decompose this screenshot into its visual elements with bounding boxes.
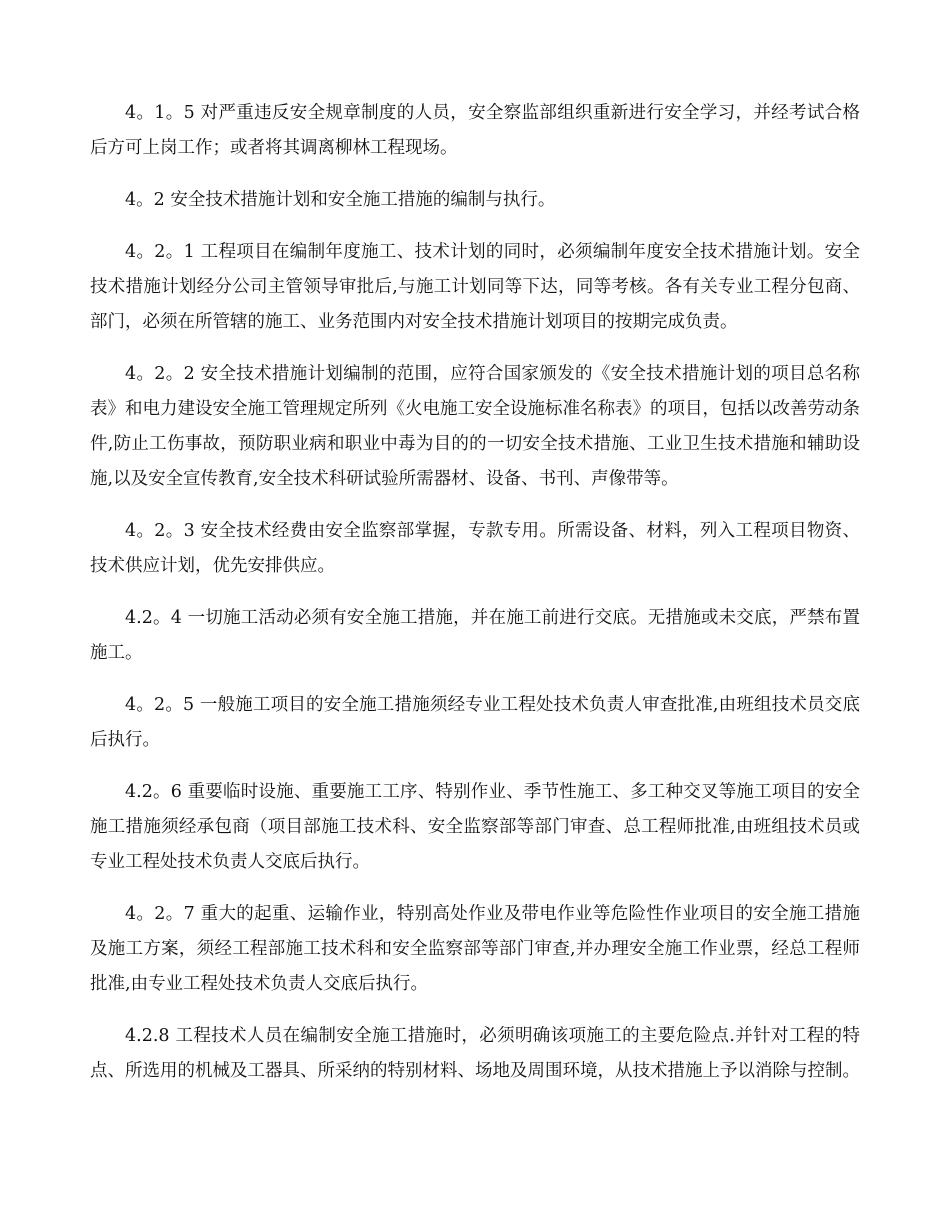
paragraph-4-2-6: 4.2。6 重要临时设施、重要施工工序、特别作业、季节性施工、多工种交叉等施工项目的安全施工措施须经承包商（项目部施工技术科、安全监察部等部门审查、总工程师批准,由班组技术员或专业工程处技术负责人交底后执行。 — [90, 782, 860, 872]
paragraph-4-2-2: 4。2。2 安全技术措施计划编制的范围，应符合国家颁发的《安全技术措施计划的项目总名称表》和电力建设安全施工管理规定所列《火电施工安全设施标准名称表》的项目，包括以改善劳动条件,防止工伤事故，预防职业病和职业中毒为目的的一切安全技术措施、工业卫生技术措施和辅助设施,以及安全宣传教育,安全技术科研试验所需器材、设备、书刊、声像带等。 — [90, 364, 860, 489]
paragraph-4-2-4: 4.2。4 一切施工活动必须有安全施工措施，并在施工前进行交底。无措施或未交底，严禁布置施工。 — [90, 608, 860, 663]
paragraph-4-2-5: 4。2。5 一般施工项目的安全施工措施须经专业工程处技术负责人审查批准,由班组技术员交底后执行。 — [90, 695, 860, 750]
paragraph-4-1-5: 4。1。5 对严重违反安全规章制度的人员，安全察监部组织重新进行安全学习，并经考试合格后方可上岗工作；或者将其调离柳林工程现场。 — [90, 103, 860, 158]
paragraph-4-2-1: 4。2。1 工程项目在编制年度施工、技术计划的同时，必须编制年度安全技术措施计划。安全技术措施计划经分公司主管领导审批后,与施工计划同等下达，同等考核。各有关专业工程分包商、部门，必须在所管辖的施工、业务范围内对安全技术措施计划项目的按期完成负责。 — [90, 242, 860, 332]
paragraph-4-2-7: 4。2。7 重大的起重、运输作业，特别高处作业及带电作业等危险性作业项目的安全施工措施及施工方案，须经工程部施工技术科和安全监察部等部门审查,并办理安全施工作业票，经总工程师批准,由专业工程处技术负责人交底后执行。 — [90, 904, 860, 994]
document-body — [90, 96, 860, 1106]
paragraph-4-2-8: 4.2.8 工程技术人员在编制安全施工措施时，必须明确该项施工的主要危险点.并针对工程的特点、所选用的机械及工器具、所采纳的特别材料、场地及周围环境，从技术措施上予以消除与控制。 — [90, 1026, 860, 1081]
paragraph-4-2-3: 4。2。3 安全技术经费由安全监察部掌握，专款专用。所需设备、材料，列入工程项目物资、技术供应计划，优先安排供应。 — [90, 521, 860, 576]
paragraph-4-2: 4。2 安全技术措施计划和安全施工措施的编制与执行。 — [125, 190, 556, 210]
